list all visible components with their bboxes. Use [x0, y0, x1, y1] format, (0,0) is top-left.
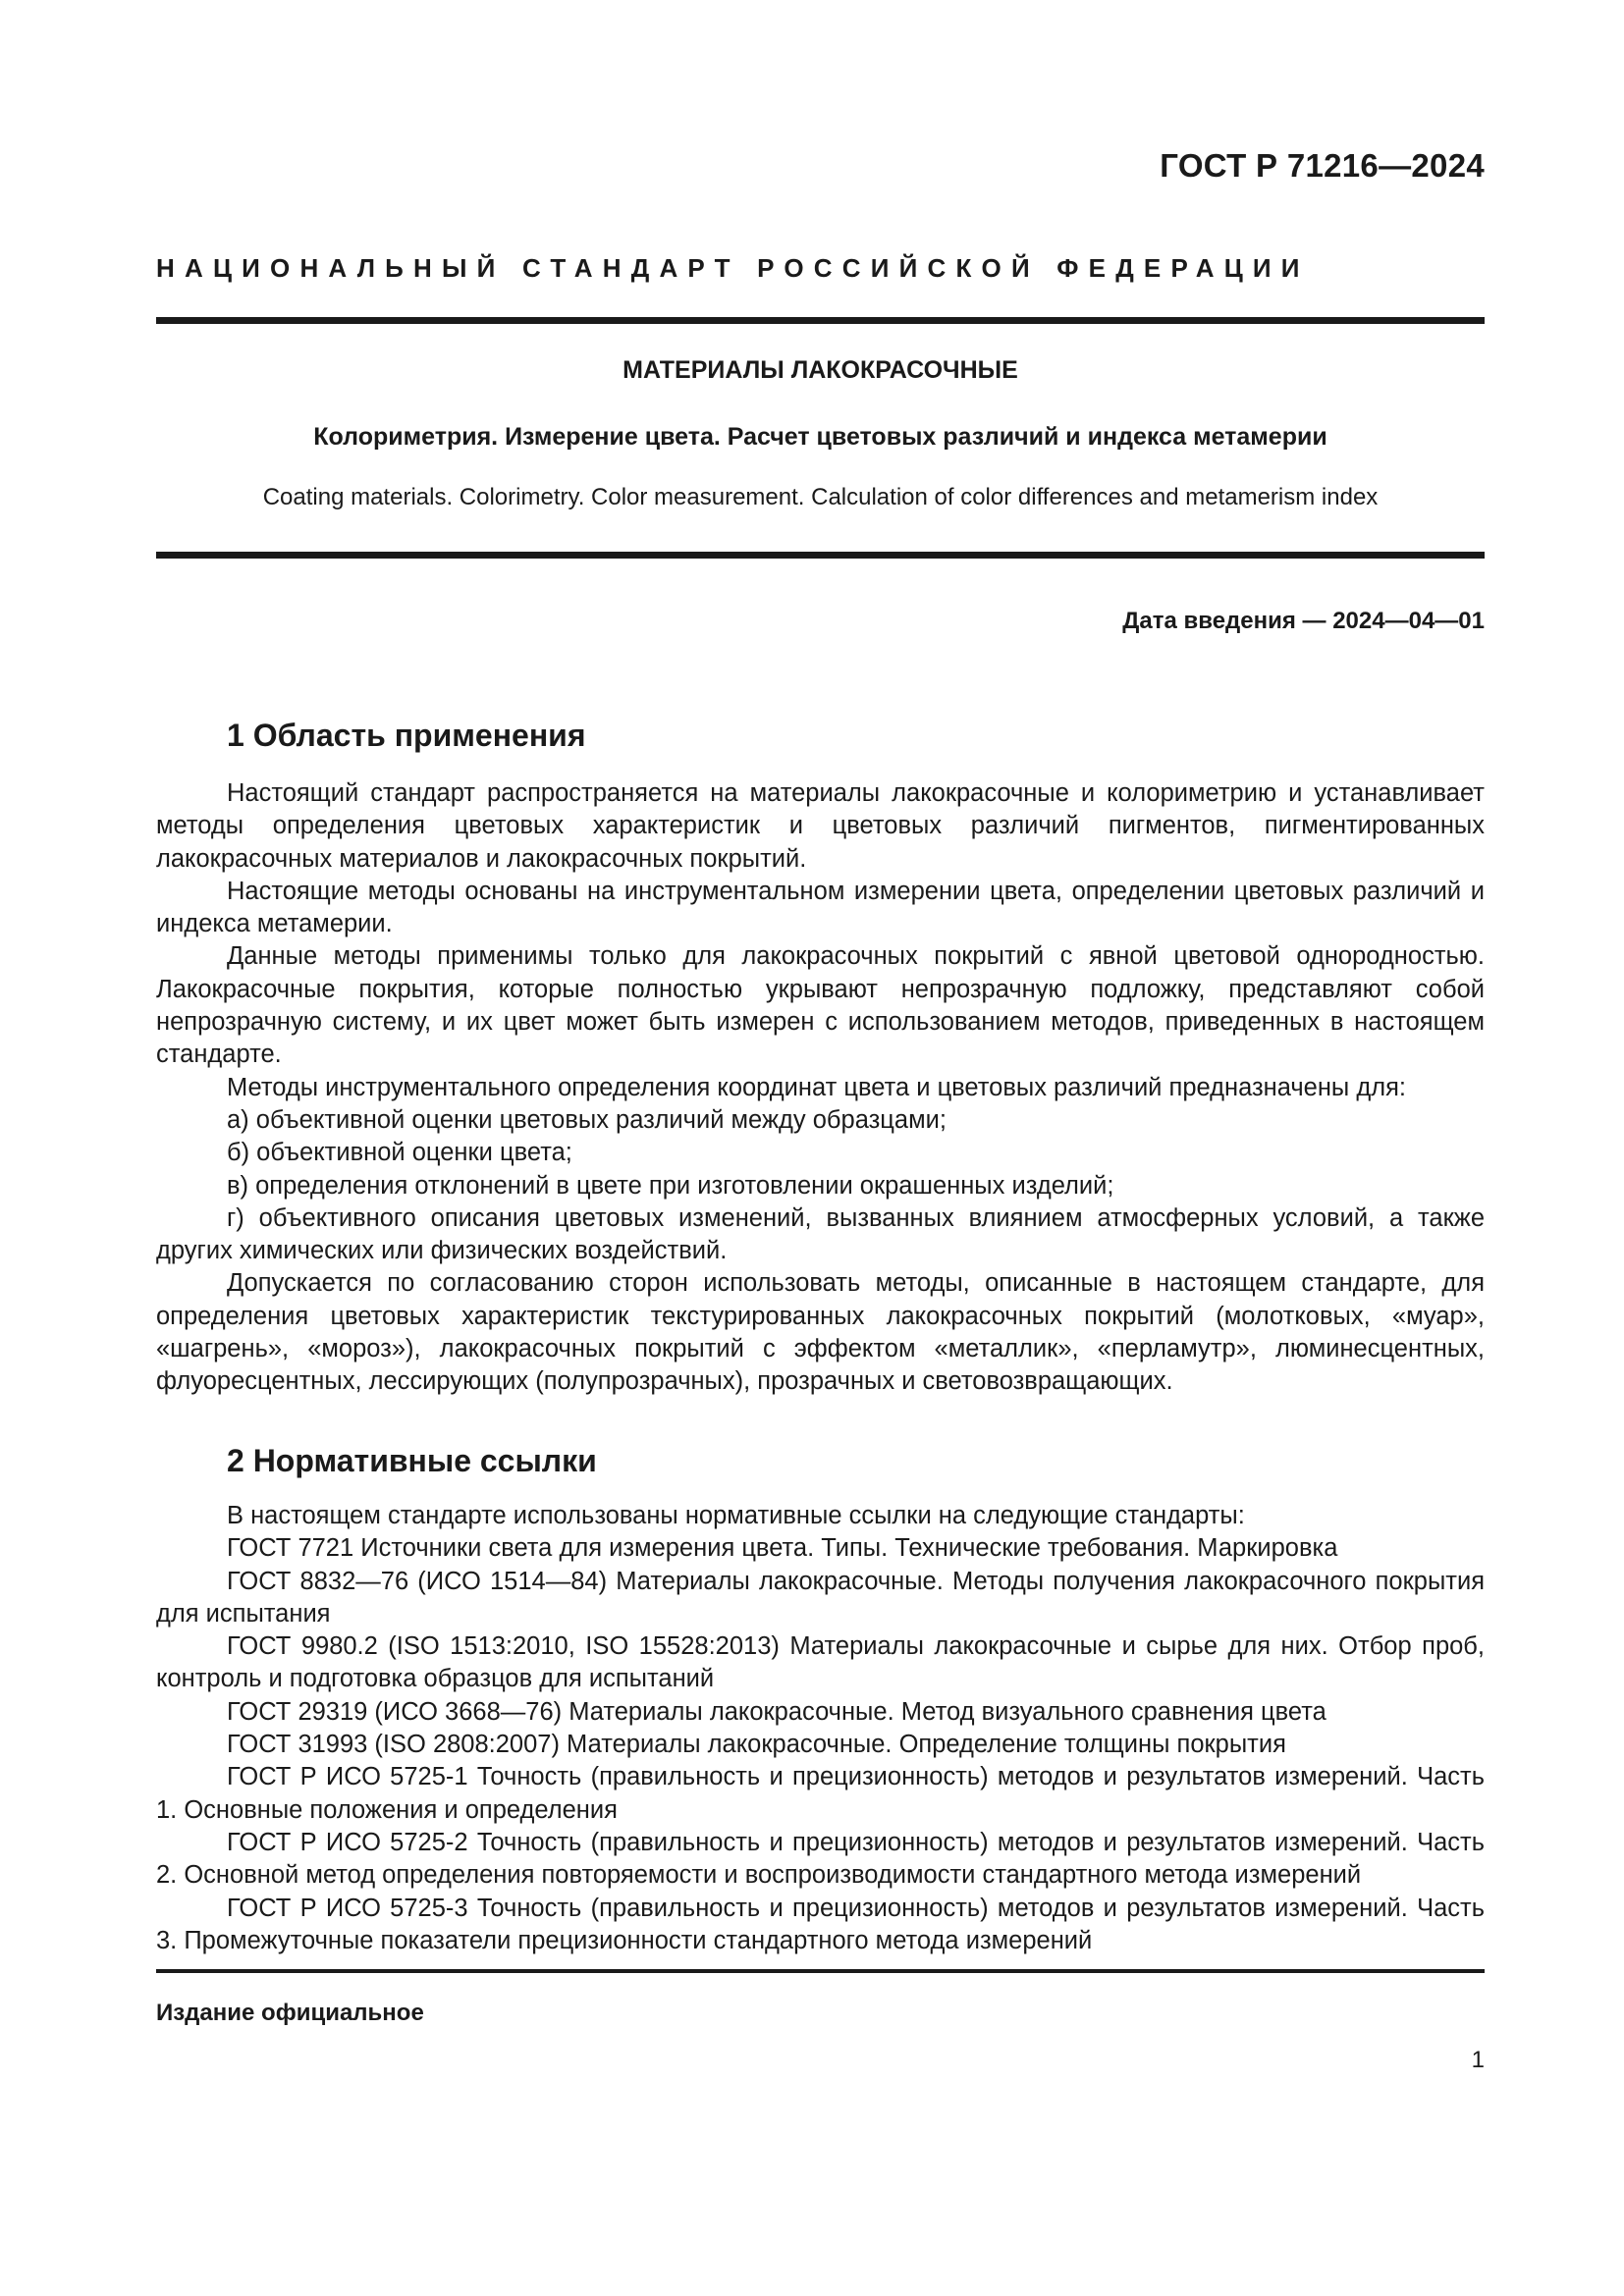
paragraph: Методы инструментального определения координат цвета и цветовых различий предназначены для: [227, 1073, 1406, 1101]
list-item: г) объективного описания цветовых изменений, вызванных влиянием атмосферных условий, а также других химических или физических воздействий. [156, 1203, 1485, 1265]
section-2-heading: 2 Нормативные ссылки [227, 1443, 597, 1478]
page-number: 1 [1471, 2047, 1485, 2073]
document-title: МАТЕРИАЛЫ ЛАКОКРАСОЧНЫЕ [623, 356, 1018, 384]
paragraph: Настоящие методы основаны на инструментальном измерении цвета, определении цветовых различий и индекса метамерии. [156, 877, 1485, 938]
reference-item: ГОСТ 31993 (ISO 2808:2007) Материалы лакокрасочные. Определение толщины покрытия [227, 1731, 1286, 1759]
header-rule-bottom [156, 552, 1485, 559]
list-item: в) определения отклонений в цвете при изготовлении окрашенных изделий; [227, 1171, 1114, 1200]
paragraph: В настоящем стандарте использованы нормативные ссылки на следующие стандарты: [227, 1502, 1245, 1529]
introduction-date: Дата введения — 2024—04—01 [1122, 608, 1485, 634]
document-page [156, 0, 1485, 2296]
reference-item: ГОСТ 8832—76 (ИСО 1514—84) Материалы лакокрасочные. Методы получения лакокрасочного покрытия для испытания [156, 1567, 1485, 1628]
document-title-english: Coating materials. Colorimetry. Color measurement. Calculation of color differences and metamerism index [262, 484, 1379, 510]
document-subtitle: Колориметрия. Измерение цвета. Расчет цветовых различий и индекса метамерии [313, 423, 1327, 451]
section-1-body [156, 777, 1485, 1399]
reference-item: ГОСТ Р ИСО 5725-3 Точность (правильность и прецизионность) методов и результатов измерений. Часть 3. Промежуточные показатели прецизионности стандартного метода измерений [156, 1894, 1485, 1954]
paragraph: Допускается по согласованию сторон использовать методы, описанные в настоящем стандарте, для определения цветовых характеристик текстурированных лакокрасочных покрытий (молотковых, «муар», «шагрень», «мороз»), лакокрасочных покрытий с эффектом «металлик», «перламутр», люминесцентных, флуоресцентных, лессирующих (полупрозрачных), прозрачных и световозвращающих. [156, 1269, 1485, 1396]
list-item: а) объективной оценки цветовых различий между образцами; [227, 1105, 947, 1134]
header-rule-top [156, 317, 1485, 324]
reference-item: ГОСТ Р ИСО 5725-1 Точность (правильность и прецизионность) методов и результатов измерений. Часть 1. Основные положения и определения [156, 1763, 1485, 1824]
paragraph: Данные методы применимы только для лакокрасочных покрытий с явной цветовой однородностью. Лакокрасочные покрытия, которые полностью укрывают непрозрачную подложку, представляют собой непрозрачную систему, и их цвет может быть измерен с использованием методов, приведенных в настоящем стандарте. [156, 942, 1485, 1069]
paragraph: Настоящий стандарт распространяется на материалы лакокрасочные и колориметрию и устанавливает методы определения цветовых характеристик и цветовых различий пигментов, пигментированных лакокрасочных материалов и лакокрасочных покрытий. [156, 779, 1485, 873]
reference-item: ГОСТ 9980.2 (ISO 1513:2010, ISO 15528:2013) Материалы лакокрасочные и сырье для них. Отбор проб, контроль и подготовка образцов для испытаний [156, 1632, 1485, 1693]
list-item: б) объективной оценки цвета; [227, 1139, 572, 1167]
section-1-heading: 1 Область применения [227, 718, 586, 753]
footer-rule [156, 1969, 1485, 1973]
edition-label: Издание официальное [156, 2000, 424, 2026]
reference-item: ГОСТ 29319 (ИСО 3668—76) Материалы лакокрасочные. Метод визуального сравнения цвета [227, 1697, 1326, 1726]
national-standard-banner: НАЦИОНАЛЬНЫЙ СТАНДАРТ РОССИЙСКОЙ ФЕДЕРАЦИИ [156, 253, 1310, 283]
reference-item: ГОСТ 7721 Источники света для измерения цвета. Типы. Технические требования. Маркировка [227, 1534, 1338, 1563]
section-2-body [156, 1500, 1485, 1957]
document-code: ГОСТ Р 71216—2024 [1160, 147, 1485, 184]
reference-item: ГОСТ Р ИСО 5725-2 Точность (правильность и прецизионность) методов и результатов измерений. Часть 2. Основной метод определения повторяемости и воспроизводимости стандартного метода измерений [156, 1828, 1485, 1890]
